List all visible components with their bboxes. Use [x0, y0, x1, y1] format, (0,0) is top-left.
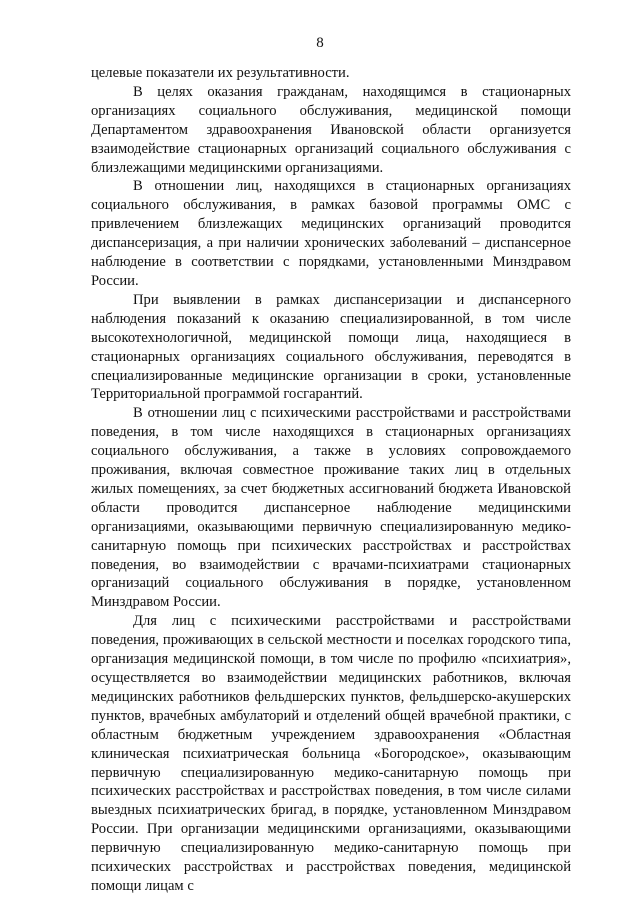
paragraph-dispensarization: В отношении лиц, находящихся в стационарных организациях социального обслуживания, в рамках базовой программы ОМС с привлечением близлежащих медицинских организаций проводится диспансеризация, а при наличии хронических заболеваний – диспансерное наблюдение в соответствии с порядками, установленными Минздравом России. [91, 178, 571, 289]
paragraph-medical-assistance-organization: В целях оказания гражданам, находящимся в стационарных организациях социального обслуживания, медицинской помощи Департаментом здравоохранения Ивановской области организуется взаимодействие стационарных организаций социального обслуживания с близлежащими медицинскими организациями. [91, 83, 571, 176]
paragraph-mental-disorders-observation: В отношении лиц с психическими расстройствами и расстройствами поведения, в том числе находящихся в стационарных организациях социального обслуживания, а также в условиях сопровождаемого проживания, включая совместное проживание таких лиц в отдельных жилых помещениях, за счет бюджетных ассигнований бюджета Ивановской области проводится диспансерное наблюдение медицинскими организациями, оказывающими первичную специализированную медико-санитарную помощь при психических расстройствах и расстройствах поведения, во взаимодействии с врачами-психиатрами стационарных организаций социального обслуживания в порядке, установленном Минздравом России. [91, 405, 571, 611]
paragraph-rural-psychiatric-care: Для лиц с психическими расстройствами и расстройствами поведения, проживающих в сельской местности и поселках городского типа, организация медицинской помощи, в том числе по профилю «психиатрия», осуществляется во взаимодействии медицинских работников, включая медицинских работников фельдшерских пунктов, фельдшерско-акушерских пунктов, врачебных амбулаторий и отделений общей врачебной практики, с областным бюджетным учреждением здравоохранения «Областная клиническая психиатрическая больница «Богородское», оказывающим первичную специализированную медико-санитарную помощь при психических расстройствах и расстройствах поведения, в том числе силами выездных психиатрических бригад, в порядке, установленном Минздравом России. При организации медицинскими организациями, оказывающими первичную специализированную медико-санитарную помощь при психических расстройствах и расстройствах поведения, медицинской помощи лицам с [91, 613, 571, 894]
paragraph-continuation: целевые показатели их результативности. [91, 65, 350, 81]
page-number: 8 [316, 35, 324, 51]
paragraph-specialized-transfer: При выявлении в рамках диспансеризации и диспансерного наблюдения показаний к оказанию специализированной, в том числе высокотехнологичной, медицинской помощи лица, находящиеся в стационарных организациях социального обслуживания, переводятся в специализированные медицинские организации в сроки, установленные Территориальной программой госгарантий. [91, 291, 571, 403]
document-body [91, 64, 571, 896]
